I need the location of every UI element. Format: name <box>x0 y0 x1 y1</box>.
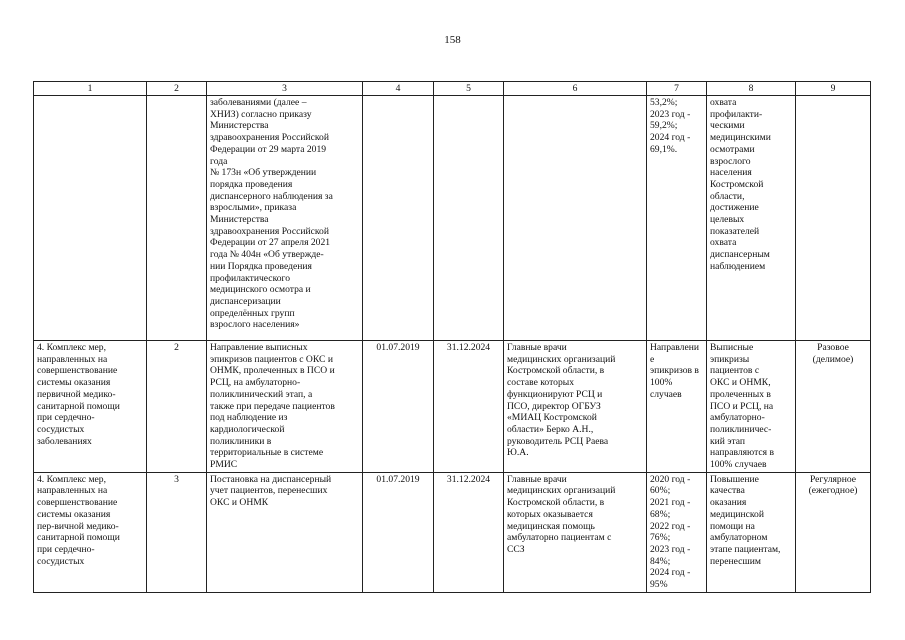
header-cell: 8 <box>707 82 796 96</box>
cell-line: медицинская помощь <box>507 520 595 532</box>
cell-result <box>707 96 796 341</box>
cell-line: Повышение <box>710 473 759 485</box>
cell-line: профилакти- <box>710 108 763 120</box>
cell-line: пер-вичной медико- <box>37 520 119 532</box>
cell-line: взрослого населения» <box>210 319 300 331</box>
header-row <box>34 82 871 96</box>
cell-line: медицинского осмотра и <box>210 284 311 296</box>
page-number: 158 <box>444 34 461 46</box>
cell-result <box>707 472 796 592</box>
cell-line: функционируют РСЦ и <box>507 388 603 400</box>
cell-start-date <box>363 96 434 341</box>
cell-line: Направление выписных <box>210 342 308 353</box>
cell-line: Костромской области, в <box>507 365 605 377</box>
cell-frequency <box>796 341 871 473</box>
cell-line: направленных на <box>37 485 108 497</box>
cell-line: 4. Комплекс мер, <box>37 342 106 353</box>
cell-indicator <box>647 341 707 473</box>
cell-line: осмотрами <box>710 143 755 155</box>
cell-line: Ю.А. <box>507 447 529 459</box>
cell-end-date <box>434 96 504 341</box>
cell-line: составе которых <box>507 377 574 389</box>
cell-indicator <box>647 96 707 341</box>
cell-line: ПСО, директор ОГБУЗ <box>507 400 601 412</box>
cell-line: «МИАЦ Костромской <box>507 412 597 424</box>
header-cell: 2 <box>147 82 207 96</box>
cell-line: эпикризов пациентов с ОКС и <box>210 353 333 365</box>
cell-line: достижение <box>710 202 759 214</box>
cell-line: здравоохранения Российской <box>210 225 329 237</box>
cell-line: качества <box>710 485 745 497</box>
cell-line: медицинских организаций <box>507 485 616 497</box>
cell-line: медицинскими <box>710 132 771 144</box>
cell-line: Разовое <box>817 342 849 353</box>
cell-line: амбулаторно- <box>710 412 765 424</box>
cell-event <box>207 96 363 341</box>
cell-line: при сердечно- <box>37 412 95 424</box>
cell-line: направляются в <box>710 447 775 459</box>
cell-line: также при передаче пациентов <box>210 400 335 412</box>
cell-responsible <box>504 341 647 473</box>
cell-line: 59,2%; <box>650 120 678 132</box>
cell-line: ХНИЗ) согласно приказу <box>210 108 312 120</box>
cell-measure <box>34 472 147 592</box>
cell-frequency <box>796 96 871 341</box>
cell-line: ОНМК, пролеченных в ПСО и <box>210 365 335 377</box>
header-cell: 9 <box>796 82 871 96</box>
cell-line: оказания <box>710 497 747 509</box>
cell-line: области» Берко А.Н., <box>507 423 594 435</box>
cell-line: Главные врачи <box>507 473 567 485</box>
cell-line: первичной медико- <box>37 388 116 400</box>
cell-line: кардиологической <box>210 423 285 435</box>
cell-line: руководитель РСЦ Раева <box>507 435 609 447</box>
cell-line: 2023 год - 84%; <box>650 543 691 567</box>
cell-line: РСЦ, на амбулаторно- <box>210 377 301 389</box>
cell-line: взрослого <box>710 155 751 167</box>
cell-line: заболеваниями (далее – <box>210 97 307 108</box>
cell-number: 3 <box>147 472 207 592</box>
cell-line: населения <box>710 167 752 179</box>
cell-line: ОКС и ОНМК, <box>710 377 771 389</box>
cell-start-date: 01.07.2019 <box>363 341 434 473</box>
cell-line: 2024 год - <box>650 132 691 144</box>
cell-line: № 173н «Об утверждении <box>210 167 317 179</box>
cell-line: перенесшим <box>710 555 761 567</box>
cell-event <box>207 341 363 473</box>
header-cell: 1 <box>34 82 147 96</box>
cell-line: медицинских организаций <box>507 353 616 365</box>
cell-line: Министерства <box>210 214 269 226</box>
cell-number: 2 <box>147 341 207 473</box>
cell-line: области, <box>710 190 745 202</box>
cell-line: под наблюдение из <box>210 412 288 424</box>
cell-line: взрослыми», приказа <box>210 202 297 214</box>
cell-line: Костромской <box>710 178 764 190</box>
cell-indicator <box>647 472 707 592</box>
table-row <box>34 341 871 473</box>
cell-line: санитарной помощи <box>37 532 120 544</box>
header-cell: 4 <box>363 82 434 96</box>
cell-line: совершенствование <box>37 365 118 377</box>
cell-line: диспансеризации <box>210 295 281 307</box>
cell-line: при сердечно- <box>37 543 95 555</box>
cell-responsible <box>504 472 647 592</box>
cell-measure <box>34 341 147 473</box>
cell-line: 100% случаев <box>650 377 682 400</box>
cell-line: сосудистых <box>37 555 85 567</box>
cell-line: 2022 год - 76%; <box>650 520 691 544</box>
cell-line: ССЗ <box>507 543 525 555</box>
cell-line: поликлиничес- <box>710 423 772 435</box>
cell-line: заболеваниях <box>37 435 92 447</box>
cell-line: 2023 год - <box>650 108 691 120</box>
header-cell: 5 <box>434 82 504 96</box>
cell-line: поликлиники в <box>210 435 272 447</box>
cell-line: медицинской <box>710 508 764 520</box>
cell-line: помощи на <box>710 520 755 532</box>
cell-line: санитарной помощи <box>37 400 120 412</box>
cell-line: охвата <box>710 237 737 249</box>
cell-line: эпикризы <box>710 353 750 365</box>
cell-line: Главные врачи <box>507 342 567 353</box>
cell-line: Постановка на диспансерный <box>210 473 332 485</box>
cell-line: направленных на <box>37 353 108 365</box>
cell-line: эпикризов в <box>650 365 699 377</box>
cell-measure <box>34 96 147 341</box>
cell-line: пациентов с <box>710 365 760 377</box>
header-cell: 3 <box>207 82 363 96</box>
cell-responsible <box>504 96 647 341</box>
cell-line: наблюдением <box>710 260 766 272</box>
cell-line: (ежегодное) <box>808 485 858 497</box>
cell-line: учет пациентов, перенесших <box>210 485 328 497</box>
cell-line: совершенствование <box>37 497 118 509</box>
cell-line: диспансерным <box>710 249 770 261</box>
cell-line: порядка проведения <box>210 178 293 190</box>
cell-line: охвата <box>710 97 737 108</box>
cell-line: 2020 год - 60%; <box>650 473 691 497</box>
cell-line: Направление <box>650 342 699 365</box>
cell-line: показателей <box>710 225 760 237</box>
cell-line: территориальные в системе <box>210 447 324 459</box>
cell-line: пролеченных в <box>710 388 771 400</box>
cell-line: ПСО и РСЦ, на <box>710 400 774 412</box>
cell-line: сосудистых <box>37 423 85 435</box>
cell-line: амбулаторно пациентам с <box>507 532 612 544</box>
cell-line: Костромской области, в <box>507 497 605 509</box>
cell-line: Федерации от 29 марта 2019 <box>210 143 327 155</box>
cell-result <box>707 341 796 473</box>
cell-line: целевых <box>710 214 745 226</box>
cell-line: ОКС и ОНМК <box>210 497 269 509</box>
cell-line: которых оказывается <box>507 508 593 520</box>
cell-line: года <box>210 155 228 167</box>
cell-line: нии Порядка проведения <box>210 260 312 272</box>
cell-number <box>147 96 207 341</box>
cell-line: диспансерного наблюдения за <box>210 190 333 202</box>
cell-line: 4. Комплекс мер, <box>37 473 106 485</box>
cell-line: РМИС <box>210 459 238 471</box>
measures-table <box>33 81 871 593</box>
cell-start-date: 01.07.2019 <box>363 472 434 592</box>
cell-line: здравоохранения Российской <box>210 132 329 144</box>
cell-line: определённых групп <box>210 307 295 319</box>
cell-line: амбулаторном <box>710 532 768 544</box>
cell-line: 100% случаев <box>710 459 767 471</box>
cell-line: 2024 год - 95% <box>650 567 691 591</box>
header-cell: 6 <box>504 82 647 96</box>
cell-frequency <box>796 472 871 592</box>
cell-line: системы оказания <box>37 508 111 520</box>
cell-end-date: 31.12.2024 <box>434 472 504 592</box>
header-cell: 7 <box>647 82 707 96</box>
cell-line: профилактического <box>210 272 291 284</box>
cell-line: Федерации от 27 апреля 2021 <box>210 237 331 249</box>
cell-line: 2021 год - 68%; <box>650 497 691 520</box>
cell-line: этапе пациентам, <box>710 543 781 555</box>
cell-line: Министерства <box>210 120 269 132</box>
cell-event <box>207 472 363 592</box>
cell-line: 69,1%. <box>650 143 678 155</box>
cell-end-date: 31.12.2024 <box>434 341 504 473</box>
cell-line: системы оказания <box>37 377 111 389</box>
cell-line: (делимое) <box>812 353 854 365</box>
table-row <box>34 96 871 341</box>
cell-line: поликлинический этап, а <box>210 388 313 400</box>
cell-line: ческими <box>710 120 745 132</box>
cell-line: года № 404н «Об утвержде- <box>210 249 324 261</box>
cell-line: 53,2%; <box>650 97 678 108</box>
cell-line: Выписные <box>710 342 754 353</box>
cell-line: кий этап <box>710 435 746 447</box>
table-row <box>34 472 871 592</box>
cell-line: Регулярное <box>809 473 857 485</box>
